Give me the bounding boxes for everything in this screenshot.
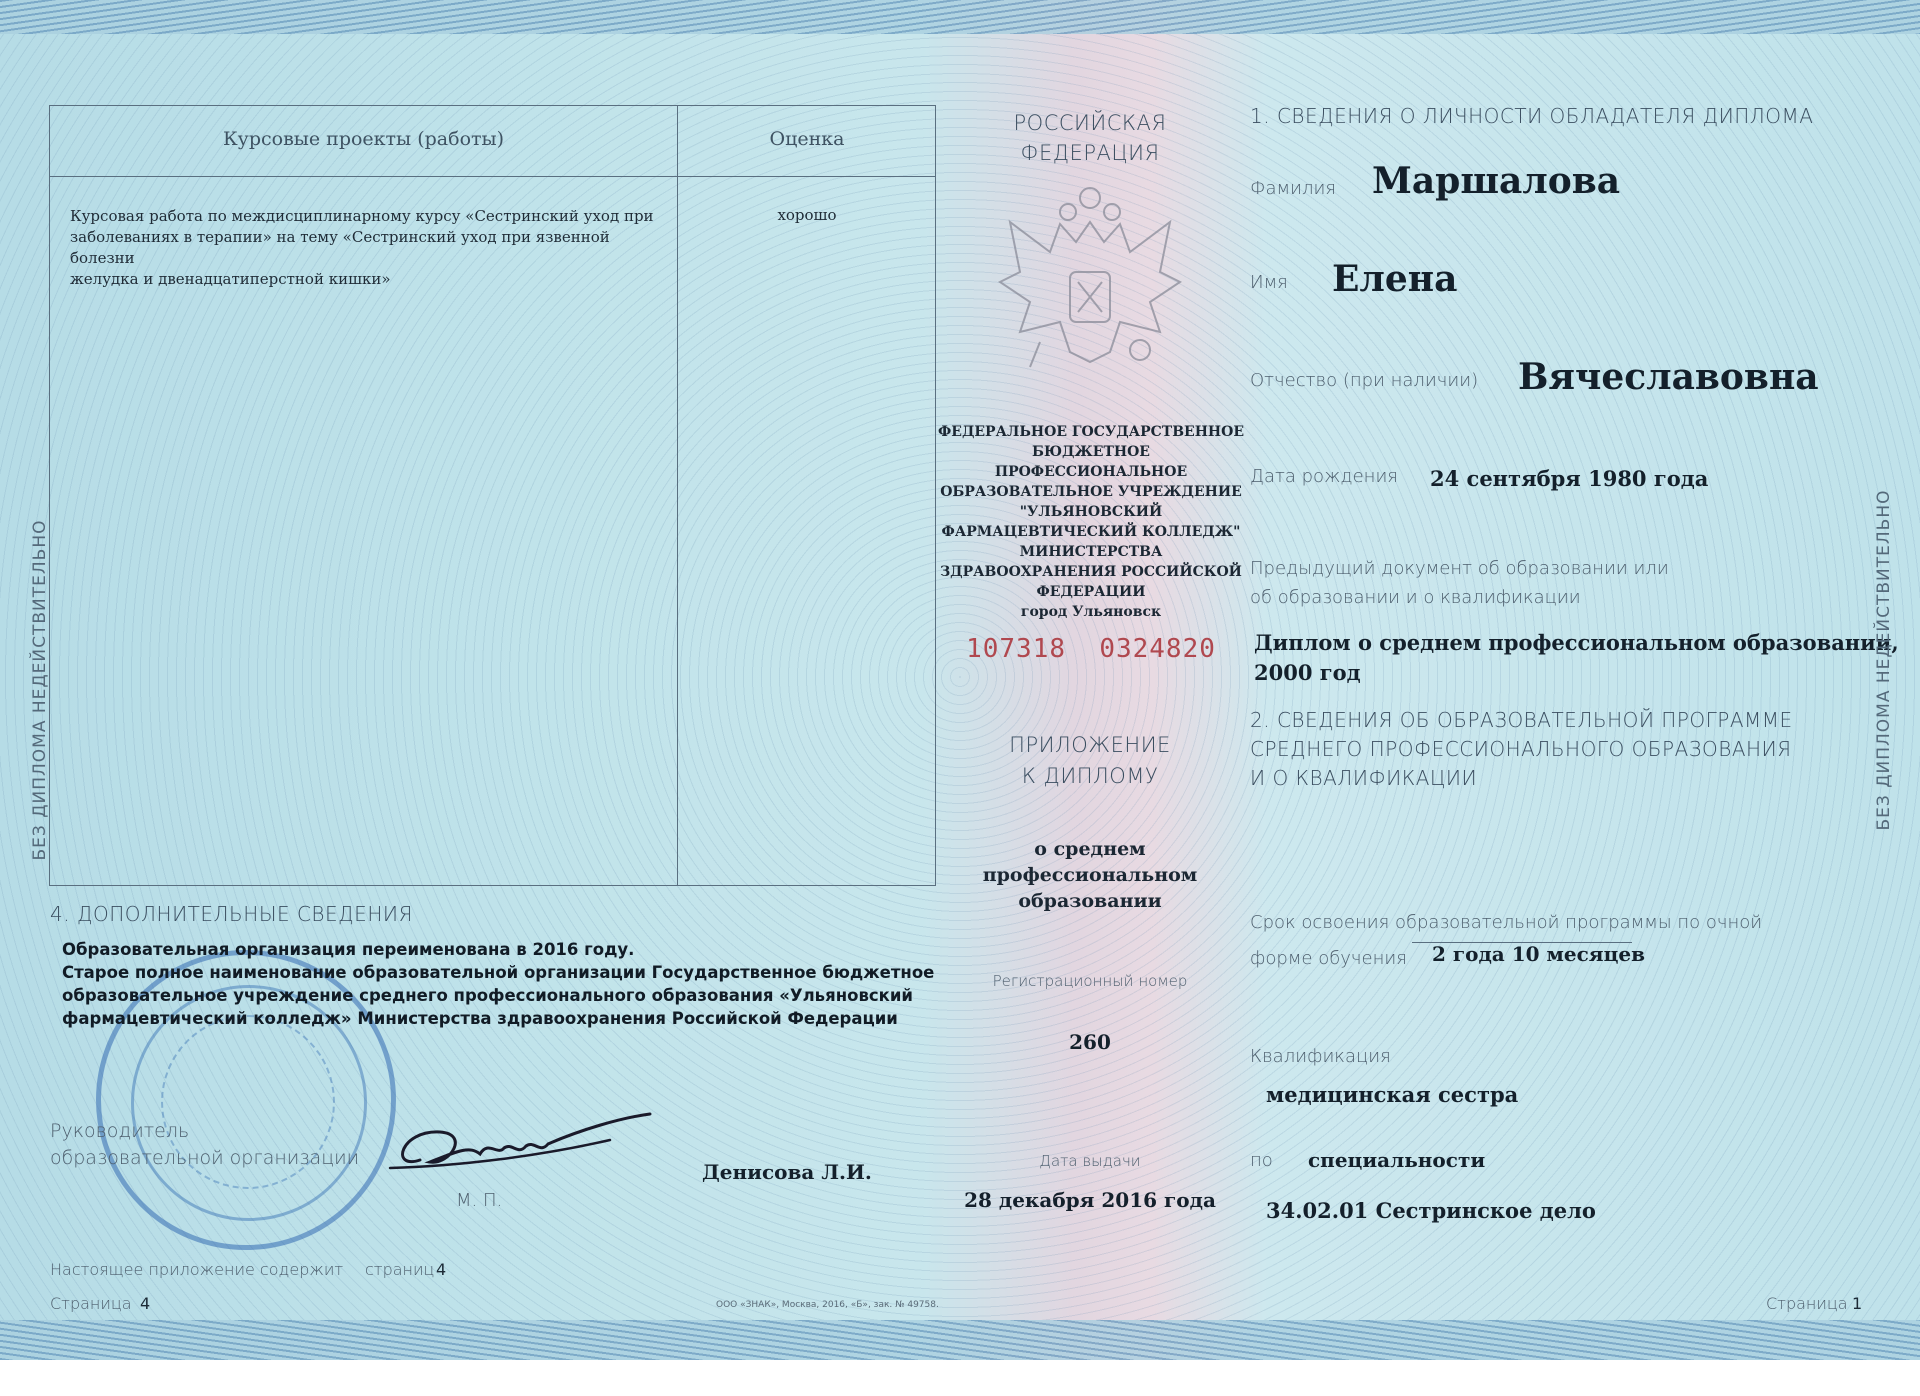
patronymic-value: Вячеславовна [1518, 356, 1819, 398]
head-label-line: Руководитель [50, 1120, 190, 1142]
top-decor-band [0, 0, 1920, 34]
issue-date: 28 декабря 2016 года [964, 1188, 1216, 1212]
page-label-left: Страница [50, 1294, 132, 1313]
qualification-value: медицинская сестра [1266, 1082, 1519, 1107]
signature-icon [380, 1110, 660, 1190]
prev-doc-label-line: об образовании и о квалификации [1250, 587, 1581, 608]
prev-doc-line: 2000 год [1254, 660, 1361, 685]
term-label-line-2: форме обучения [1250, 948, 1407, 969]
head-label-line: образовательной организации [50, 1147, 360, 1169]
term-label-line-1: Срок освоения образовательной программы по очной [1250, 912, 1763, 933]
additional-info-line: фармацевтический колледж» Министерства здравоохранения Российской Федерации [62, 1009, 898, 1028]
additional-info-line: образовательное учреждение среднего профессионального образования «Ульяновский [62, 986, 913, 1005]
pages-word: страниц [365, 1260, 435, 1279]
org-line: ОБРАЗОВАТЕЛЬНОЕ УЧРЕЖДЕНИЕ [940, 484, 1242, 500]
registration-number: 260 [1069, 1030, 1111, 1054]
coat-of-arms-icon [990, 182, 1190, 382]
section-2-title [1250, 706, 1793, 793]
issue-date-label: Дата выдачи [1039, 1152, 1141, 1170]
bottom-decor-band [0, 1320, 1920, 1360]
prev-doc-label [1250, 554, 1669, 612]
project-line: заболеваниях в терапии» на тему «Сестринский уход при язвенной болезни [70, 228, 610, 267]
name-label: Имя [1250, 272, 1288, 293]
project-line: желудка и двенадцатиперстной кишки» [70, 270, 391, 288]
coursework-table [49, 105, 936, 886]
table-header-grade: Оценка [769, 128, 845, 150]
term-value: 2 года 10 месяцев [1432, 942, 1645, 966]
table-header-divider [50, 176, 935, 177]
prev-doc-value [1254, 628, 1899, 688]
country-line: ФЕДЕРАЦИЯ [1020, 141, 1160, 165]
birth-date-label: Дата рождения [1250, 466, 1398, 487]
country-name [980, 108, 1200, 168]
surname-value: Маршалова [1372, 160, 1621, 202]
serial-number: 107318 0324820 [966, 634, 1216, 664]
additional-info [62, 938, 934, 1030]
section-2-line: И О КВАЛИФИКАЦИИ [1250, 766, 1478, 790]
side-text-right: БЕЗ ДИПЛОМА НЕДЕЙСТВИТЕЛЬНО [1874, 489, 1894, 831]
org-line: "УЛЬЯНОВСКИЙ [1019, 504, 1163, 520]
org-line: ФАРМАЦЕВТИЧЕСКИЙ КОЛЛЕДЖ" [941, 524, 1241, 540]
org-line: ЗДРАВООХРАНЕНИЯ РОССИЙСКОЙ [940, 564, 1242, 580]
pages-label: Настоящее приложение содержит [50, 1260, 344, 1279]
specialty-value: 34.02.01 Сестринское дело [1266, 1198, 1596, 1223]
stamp-place-label: М. П. [456, 1190, 503, 1211]
education-line: образовании [1018, 890, 1162, 912]
head-label [50, 1118, 359, 1172]
additional-info-line: Образовательная организация переименована в 2016 году. [62, 940, 635, 959]
page-number-right: 1 [1852, 1294, 1863, 1313]
section-2-line: 2. СВЕДЕНИЯ ОБ ОБРАЗОВАТЕЛЬНОЙ ПРОГРАММЕ [1250, 708, 1793, 732]
birth-date-value: 24 сентября 1980 года [1430, 466, 1709, 491]
org-line: ФЕДЕРАЛЬНОЕ ГОСУДАРСТВЕННОЕ [937, 424, 1245, 440]
head-name: Денисова Л.И. [702, 1160, 872, 1184]
registration-label: Регистрационный номер [992, 972, 1188, 990]
specialty-label-po: по [1250, 1150, 1273, 1171]
org-line: БЮДЖЕТНОЕ ПРОФЕССИОНАЛЬНОЕ [994, 444, 1188, 480]
org-line: ФЕДЕРАЦИИ [1036, 584, 1146, 600]
page-label-right: Страница [1766, 1294, 1848, 1313]
side-text-left: БЕЗ ДИПЛОМА НЕДЕЙСТВИТЕЛЬНО [30, 519, 50, 861]
org-line: город Ульяновск [1020, 604, 1162, 620]
organization-name [936, 422, 1246, 622]
name-value: Елена [1332, 258, 1458, 300]
appendix-title [980, 730, 1200, 792]
prev-doc-label-line: Предыдущий документ об образовании или [1250, 558, 1669, 579]
appendix-line: К ДИПЛОМУ [1021, 764, 1159, 788]
surname-label: Фамилия [1250, 178, 1336, 199]
printer-imprint: ООО «ЗНАК», Москва, 2016, «Б», зак. № 49758. [716, 1300, 939, 1310]
section-2-line: СРЕДНЕГО ПРОФЕССИОНАЛЬНОГО ОБРАЗОВАНИЯ [1250, 737, 1792, 761]
pages-count: 4 [436, 1260, 447, 1279]
table-row [70, 206, 670, 290]
table-header-projects: Курсовые проекты (работы) [222, 128, 505, 150]
prev-doc-line: Диплом о среднем профессиональном образовании, [1254, 630, 1899, 655]
patronymic-label: Отчество (при наличии) [1250, 370, 1479, 391]
country-line: РОССИЙСКАЯ [1013, 111, 1167, 135]
education-level [960, 836, 1220, 914]
education-line: о среднем [1034, 838, 1146, 860]
project-line: Курсовая работа по междисциплинарному курсу «Сестринский уход при [70, 207, 654, 225]
additional-info-line: Старое полное наименование образовательной организации Государственное бюджетное [62, 963, 935, 982]
org-line: МИНИСТЕРСТВА [1019, 544, 1163, 560]
section-4-title: 4. ДОПОЛНИТЕЛЬНЫЕ СВЕДЕНИЯ [50, 902, 413, 926]
section-1-title: 1. СВЕДЕНИЯ О ЛИЧНОСТИ ОБЛАДАТЕЛЯ ДИПЛОМА [1250, 104, 1814, 128]
specialty-label: специальности [1308, 1148, 1486, 1172]
education-line: профессиональном [982, 864, 1198, 886]
appendix-line: ПРИЛОЖЕНИЕ [1009, 733, 1171, 757]
project-grade: хорошо [777, 206, 837, 224]
qualification-label: Квалификация [1250, 1046, 1391, 1067]
page-number-left: 4 [140, 1294, 151, 1313]
